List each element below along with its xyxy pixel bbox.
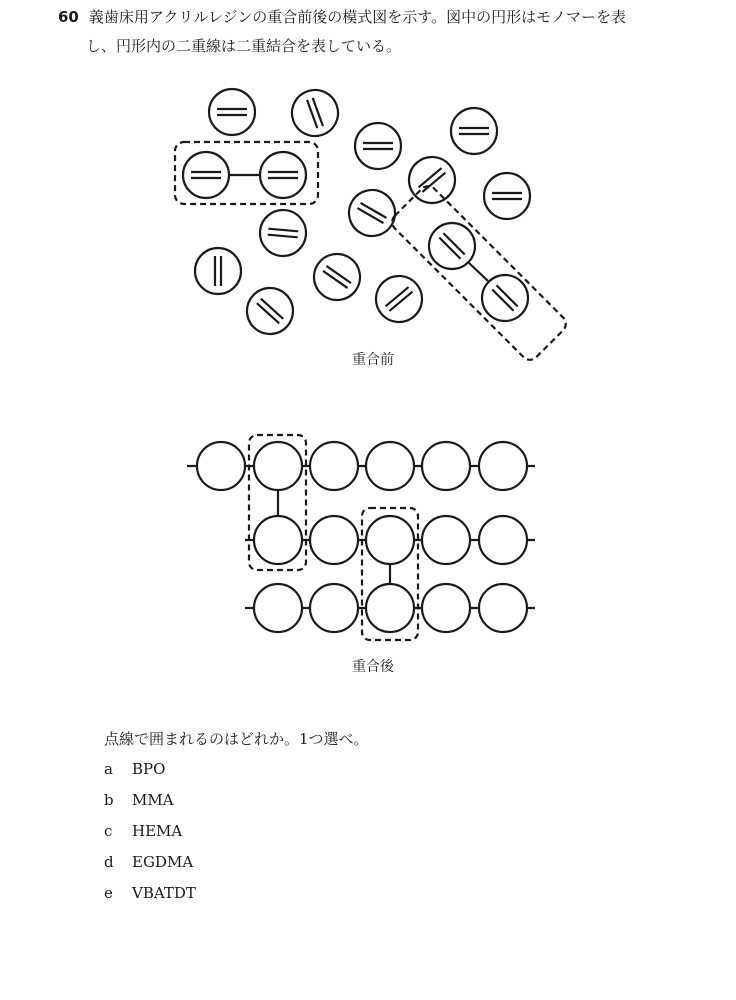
choice-d[interactable]: [104, 853, 196, 884]
monomer-circle: [400, 148, 465, 213]
polymer-unit-circle: [310, 442, 358, 490]
polymer-unit-circle: [479, 442, 527, 490]
monomer: [260, 152, 306, 198]
monomer: [451, 108, 497, 154]
polymer-unit-circle: [254, 442, 302, 490]
choice-text: BPO: [132, 760, 166, 778]
monomer: [355, 123, 401, 169]
choice-e[interactable]: [104, 884, 196, 915]
question-number: 60: [58, 8, 79, 26]
polymer-unit-circle: [310, 584, 358, 632]
choice-letter: d: [104, 853, 114, 871]
choice-c[interactable]: [104, 822, 196, 853]
polymer-unit-circle: [479, 584, 527, 632]
question-line-2: し、円形内の二重線は二重結合を表している。: [86, 37, 402, 55]
monomer: [484, 173, 530, 219]
choice-a[interactable]: [104, 760, 196, 791]
polymer-unit-circle: [310, 516, 358, 564]
choice-letter: b: [104, 791, 114, 809]
monomer: [305, 245, 369, 309]
double-bond-line: [268, 229, 298, 232]
monomer: [183, 152, 229, 198]
monomer-circle: [183, 152, 229, 198]
monomer: [367, 267, 432, 332]
monomers-before-polymerization: [175, 84, 570, 364]
monomer: [286, 84, 345, 143]
choice-b[interactable]: [104, 791, 196, 822]
choice-text: MMA: [132, 791, 174, 809]
monomer-circle: [484, 173, 530, 219]
question-text-1: 義歯床用アクリルレジンの重合前後の模式図を示す。図中の円形はモノマーを表: [88, 8, 626, 26]
monomer: [258, 208, 308, 258]
choice-text: VBATDT: [132, 884, 196, 902]
monomer: [400, 148, 465, 213]
monomer: [238, 279, 303, 344]
monomer-circle: [258, 208, 308, 258]
caption-before: 重合前: [352, 352, 394, 368]
monomer-circle: [355, 123, 401, 169]
monomer-circle: [367, 267, 432, 332]
choice-letter: c: [104, 822, 113, 840]
polymer-unit-circle: [422, 442, 470, 490]
double-bond-line: [358, 208, 384, 223]
monomer-circle: [286, 84, 345, 143]
polymer-unit-circle: [197, 442, 245, 490]
monomer: [341, 182, 404, 245]
monomer-circle: [209, 89, 255, 135]
polymer-chains-after-polymerization: [187, 435, 535, 640]
monomer: [209, 89, 255, 135]
double-bond-line: [361, 203, 387, 218]
choice-list: [104, 760, 196, 915]
question-prompt: 点線で囲まれるのはどれか。1つ選べ。: [104, 730, 369, 748]
polymer-unit-circle: [254, 584, 302, 632]
monomer-circle: [451, 108, 497, 154]
polymer-unit-circle: [366, 584, 414, 632]
double-bond-line: [268, 235, 298, 238]
single-bond-line: [469, 263, 488, 281]
monomer-circle: [238, 279, 303, 344]
choice-text: HEMA: [132, 822, 183, 840]
choice-letter: a: [104, 760, 113, 778]
monomer: [195, 248, 241, 294]
choice-text: EGDMA: [132, 853, 194, 871]
polymer-unit-circle: [422, 584, 470, 632]
polymer-unit-circle: [366, 442, 414, 490]
monomer-circle: [260, 152, 306, 198]
monomer-circle: [195, 248, 241, 294]
polymer-unit-circle: [422, 516, 470, 564]
polymer-unit-circle: [366, 516, 414, 564]
polymer-unit-circle: [254, 516, 302, 564]
caption-after: 重合後: [352, 659, 394, 675]
choice-letter: e: [104, 884, 113, 902]
monomer-circle: [341, 182, 404, 245]
monomer-circle: [305, 245, 369, 309]
polymer-unit-circle: [479, 516, 527, 564]
